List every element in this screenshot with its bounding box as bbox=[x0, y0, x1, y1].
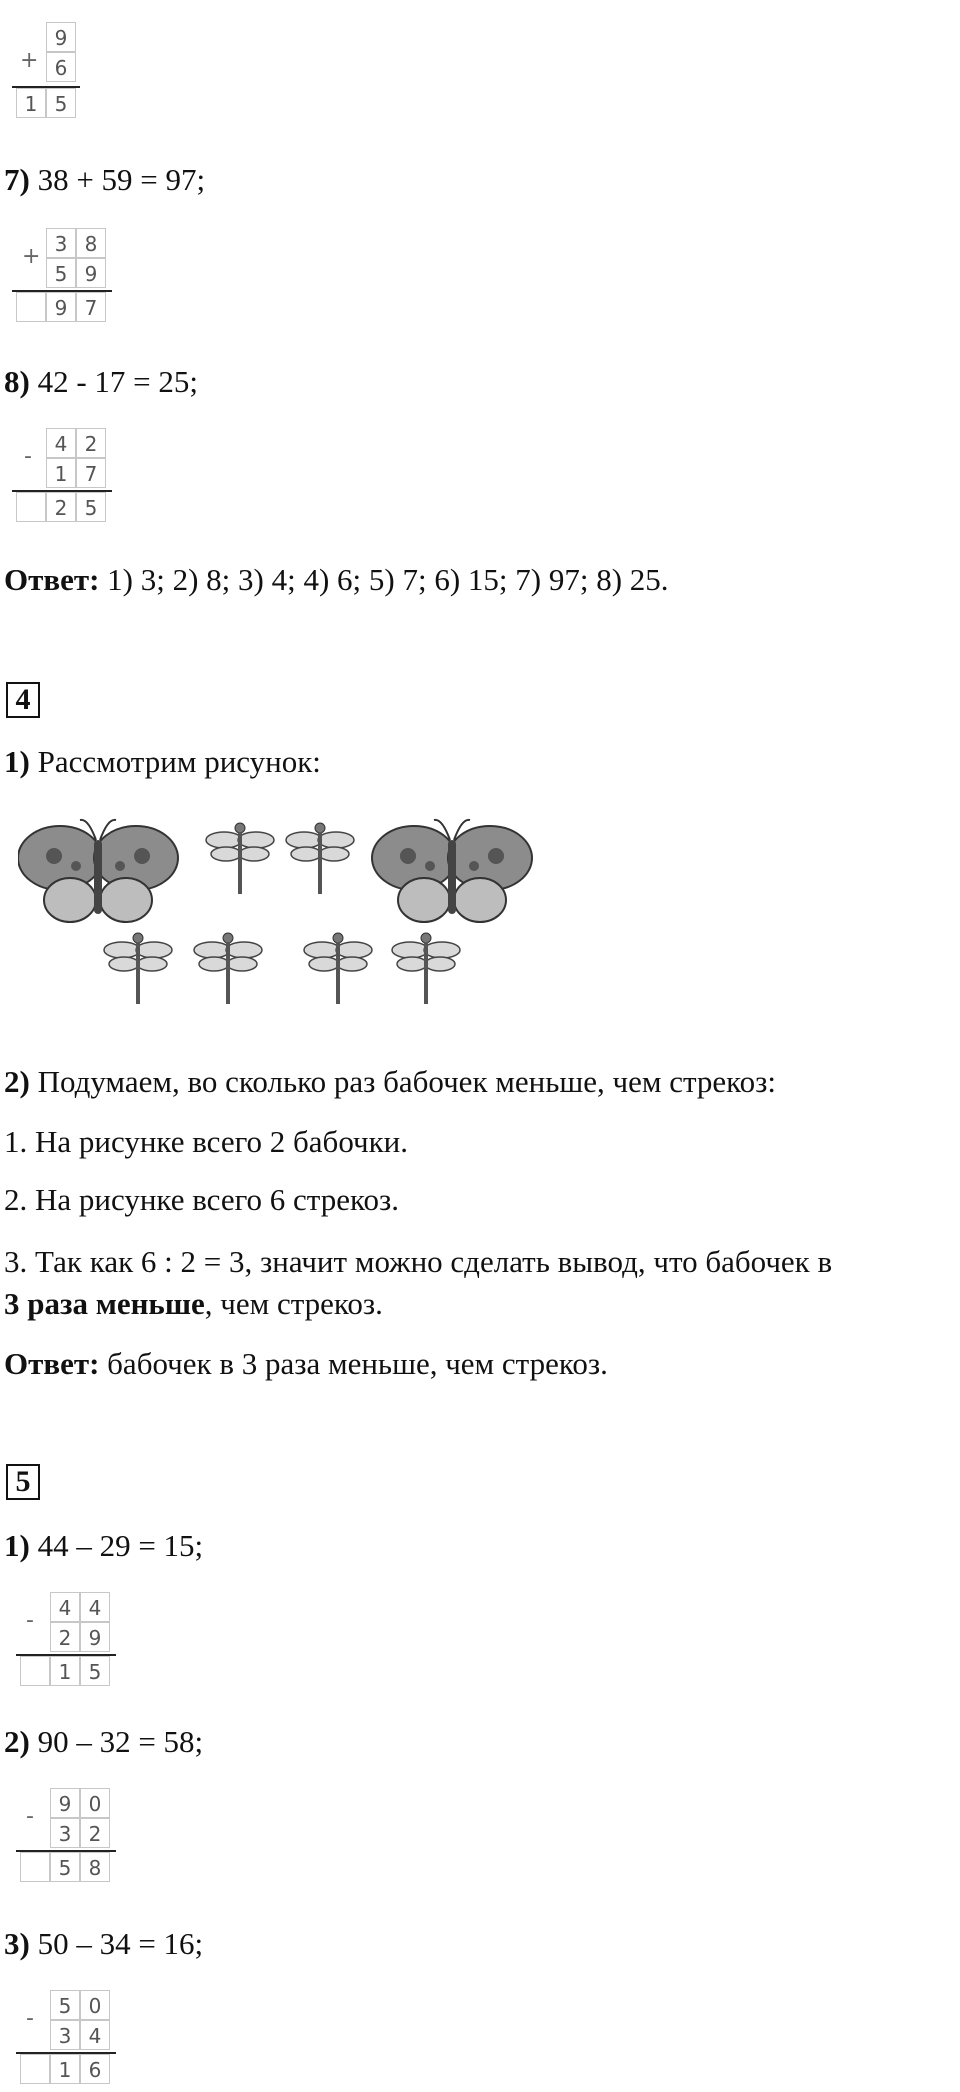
answer-line: Ответ: бабочек в 3 раза меньше, чем стрекоз. bbox=[4, 1346, 608, 1381]
digit-cell: 3 bbox=[50, 2020, 80, 2050]
digit-cell: 8 bbox=[76, 228, 106, 258]
column-addition-grid bbox=[12, 22, 82, 132]
digit-cell: 4 bbox=[80, 2020, 110, 2050]
digit-cell: 0 bbox=[80, 1788, 110, 1818]
operator: - bbox=[26, 1804, 34, 1829]
column-subtraction-grid bbox=[16, 1788, 126, 1888]
digit-cell bbox=[20, 1656, 50, 1686]
digit-cell: 8 bbox=[80, 1852, 110, 1882]
digit-cell: 5 bbox=[46, 258, 76, 288]
dragonfly-icon bbox=[104, 933, 172, 1004]
line-7: 7) 38 + 59 = 97; bbox=[4, 162, 206, 197]
digit-cell: 3 bbox=[46, 228, 76, 258]
operator: + bbox=[22, 244, 41, 269]
digit-cell: 5 bbox=[80, 1656, 110, 1686]
operator: - bbox=[26, 1608, 34, 1633]
digit-cell bbox=[20, 2054, 50, 2084]
digit-cell: 6 bbox=[80, 2054, 110, 2084]
digit-cell: 9 bbox=[50, 1788, 80, 1818]
operator: + bbox=[20, 48, 39, 73]
digit-cell: 1 bbox=[46, 458, 76, 488]
digit-cell: 9 bbox=[80, 1622, 110, 1652]
digit-cell: 2 bbox=[46, 492, 76, 522]
digit-cell: 3 bbox=[50, 1818, 80, 1848]
dragonfly-icon bbox=[304, 933, 372, 1004]
digit-cell: 5 bbox=[46, 88, 76, 118]
digit-cell: 1 bbox=[16, 88, 46, 118]
digit-cell: 7 bbox=[76, 458, 106, 488]
column-subtraction-grid bbox=[12, 428, 122, 528]
line-8: 8) 42 - 17 = 25; bbox=[4, 364, 198, 399]
operator: - bbox=[26, 2006, 34, 2031]
digit-cell: 9 bbox=[46, 292, 76, 322]
digit-cell: 9 bbox=[46, 22, 76, 52]
digit-cell bbox=[16, 292, 46, 322]
task4-step1: 1) Рассмотрим рисунок: bbox=[4, 744, 321, 779]
digit-cell: 9 bbox=[76, 258, 106, 288]
answer-line: Ответ: 1) 3; 2) 8; 3) 4; 4) 6; 5) 7; 6) 15; 7) 97; 8) 25. bbox=[4, 562, 669, 597]
column-subtraction-grid bbox=[16, 1990, 126, 2090]
task-number-5: 5 bbox=[6, 1464, 40, 1500]
task5-step1: 1) 44 – 29 = 15; bbox=[4, 1528, 204, 1563]
dragonfly-icon bbox=[286, 823, 354, 894]
butterfly-icon bbox=[372, 820, 532, 922]
digit-cell: 6 bbox=[46, 52, 76, 82]
digit-cell: 2 bbox=[80, 1818, 110, 1848]
column-addition-grid bbox=[12, 228, 122, 328]
dragonfly-icon bbox=[392, 933, 460, 1004]
task5-step3: 3) 50 – 34 = 16; bbox=[4, 1926, 204, 1961]
digit-cell: 5 bbox=[50, 1852, 80, 1882]
digit-cell: 4 bbox=[46, 428, 76, 458]
task4-point2: 2. На рисунке всего 6 стрекоз. bbox=[4, 1182, 399, 1217]
task4-point1: 1. На рисунке всего 2 бабочки. bbox=[4, 1124, 409, 1159]
digit-cell: 4 bbox=[50, 1592, 80, 1622]
digit-cell: 0 bbox=[80, 1990, 110, 2020]
digit-cell bbox=[20, 1852, 50, 1882]
dragonfly-icon bbox=[194, 933, 262, 1004]
task5-step2: 2) 90 – 32 = 58; bbox=[4, 1724, 204, 1759]
task4-point3: 3. Так как 6 : 2 = 3, значит можно сделать вывод, что бабочек в bbox=[4, 1244, 833, 1279]
task-number-4: 4 bbox=[6, 682, 40, 718]
column-subtraction-grid bbox=[16, 1592, 126, 1692]
digit-cell bbox=[16, 492, 46, 522]
task4-point3-cont: 3 раза меньше, чем стрекоз. bbox=[4, 1286, 383, 1321]
digit-cell: 7 bbox=[76, 292, 106, 322]
task4-step2: 2) Подумаем, во сколько раз бабочек меньше, чем стрекоз: bbox=[4, 1064, 776, 1099]
digit-cell: 5 bbox=[76, 492, 106, 522]
digit-cell: 2 bbox=[76, 428, 106, 458]
butterfly-icon bbox=[18, 820, 178, 922]
dragonfly-icon bbox=[206, 823, 274, 894]
butterflies-dragonflies-illustration bbox=[18, 800, 548, 1040]
digit-cell: 5 bbox=[50, 1990, 80, 2020]
digit-cell: 4 bbox=[80, 1592, 110, 1622]
digit-cell: 1 bbox=[50, 2054, 80, 2084]
operator: - bbox=[24, 444, 32, 469]
digit-cell: 2 bbox=[50, 1622, 80, 1652]
digit-cell: 1 bbox=[50, 1656, 80, 1686]
